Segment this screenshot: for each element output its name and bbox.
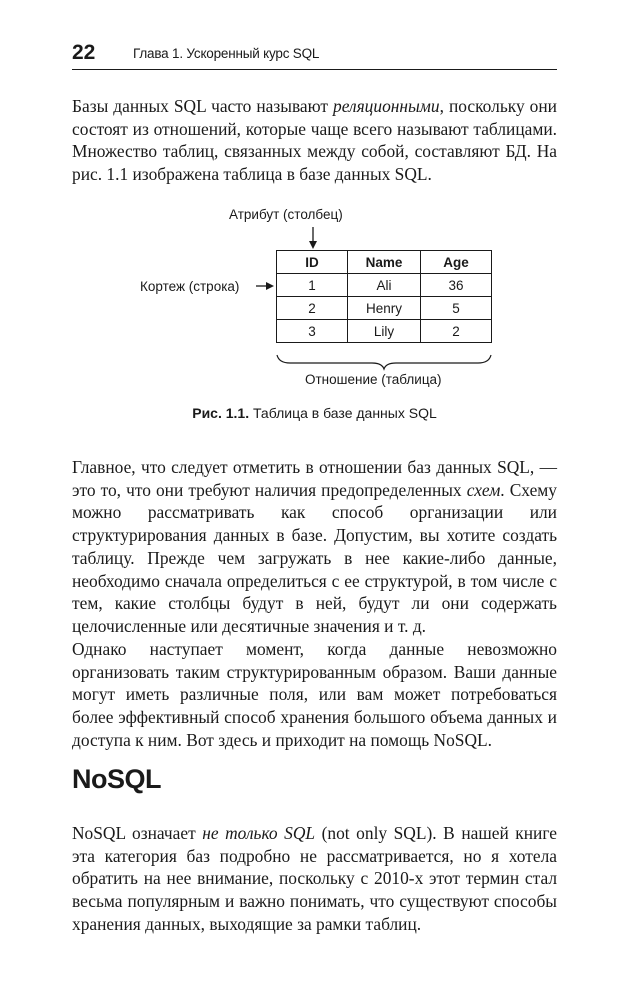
tuple-label: Кортеж (строка) [140,279,240,294]
paragraph-schemas [72,456,557,638]
table-cell: 5 [421,297,492,320]
table-cell: Henry [348,297,421,320]
table-header-cell: Name [348,251,421,274]
paragraph-text: Базы данных SQL часто называют [72,96,334,116]
paragraph-text: (not only SQL). В нашей книге эта категория баз подробно не рассматривается, но я хотела обратить на нее внимание, поскольку с 2010-х этот термин стал весьма популярным и важно понимать, что существуют способы хранения данных, выходящие за рамки таблиц. [72,823,557,934]
table-cell: 36 [421,274,492,297]
section-heading-nosql: NoSQL [72,764,161,794]
table-cell: 1 [277,274,348,297]
table-row [277,320,492,343]
paragraph-emphasis: не только SQL [202,823,316,843]
attribute-label: Атрибут (столбец) [229,207,343,222]
table-row [277,274,492,297]
paragraph-relational [72,95,557,186]
page-number: 22 [72,41,96,64]
paragraph-text: . Схему можно рассматривать как способ организации или структурирования данных в базе. Допустим, вы хотите создать таблицу. Прежде чем загружать в нее какие-либо данные, необходимо сначала определиться с ее структурой, в том числе с тем, какие столбцы будут в ней, будут ли они содержать целочисленные или десятичные значения и т. д. [72,479,557,636]
table-cell: Ali [348,274,421,297]
figure-sql-table [0,195,629,425]
figure-caption [0,405,629,421]
table-header-cell: ID [277,251,348,274]
paragraph-text: NoSQL означает [72,823,203,843]
table-header-row [277,251,492,274]
attribute-arrow-head [309,241,317,249]
relation-brace [277,355,491,369]
relation-label: Отношение (таблица) [305,372,442,387]
table-cell: 2 [277,297,348,320]
tuple-arrow-head [266,282,274,290]
paragraph-nosql-intro: Однако наступает момент, когда данные невозможно организовать таким структурированным образом. Ваши данные могут иметь различные поля, или вам может потребоваться более эффективный способ хранения большого объема данных и доступа к ним. Вот здесь и приходит на помощь NoSQL. [72,639,557,750]
table-cell: 2 [421,320,492,343]
page-header [72,41,557,70]
running-head: Глава 1. Ускоренный курс SQL [133,46,320,61]
paragraph-emphasis: схем [466,479,501,500]
caption-number: Рис. 1.1. [192,405,250,421]
table-cell: 3 [277,320,348,343]
paragraph-text: , поскольку они состоят из отношений, которые чаще всего называют таблицами. Множество таблиц, связанных между собой, составляют БД. На рис. 1.1 изображена таблица в базе данных SQL. [72,96,557,185]
relation-table [276,250,492,343]
caption-text: Таблица в базе данных SQL [249,405,437,421]
paragraph-emphasis: реляционными [333,96,440,116]
table-header-cell: Age [421,251,492,274]
paragraph-nosql-definition [72,822,557,936]
table-cell: Lily [348,320,421,343]
table-row [277,297,492,320]
paragraph-text: Главное, что следует отметить в отношении баз данных SQL, — это то, что они требуют наличия предопределенных [72,457,557,500]
